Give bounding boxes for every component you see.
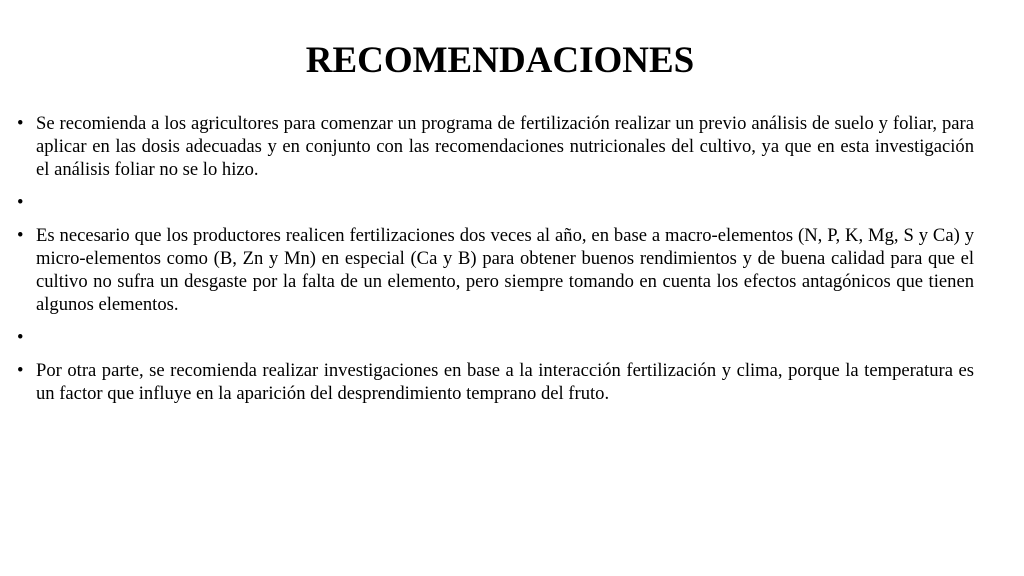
bullet-text: Es necesario que los productores realicen fertilizaciones dos veces al año, en base a macro-elementos (N, P, K, Mg, S y Ca) y micro-elementos como (B, Zn y Mn) en especial (Ca y B) para obtener buenos rendimientos y de buena calidad para que el cultivo no sufra un desgaste por la falta de un elemento, pero siempre tomando en cuenta los efectos antagónicos que tienen algunos elementos. <box>36 225 974 315</box>
slide-title: RECOMENDACIONES <box>305 40 695 81</box>
bullet-item <box>14 359 974 405</box>
bullet-item <box>14 112 974 181</box>
bullet-dot: • <box>17 113 24 134</box>
bullet-list <box>14 112 974 415</box>
bullet-item-empty <box>14 326 974 349</box>
bullet-item-empty <box>14 191 974 214</box>
bullet-text: Se recomienda a los agricultores para comenzar un programa de fertilización realizar un previo análisis de suelo y foliar, para aplicar en las dosis adecuadas y en conjunto con las recomendaciones nutricionales del cultivo, ya que en esta investigación el análisis foliar no se lo hizo. <box>36 113 974 180</box>
bullet-item <box>14 224 974 316</box>
bullet-dot: • <box>17 360 24 381</box>
bullet-text: Por otra parte, se recomienda realizar investigaciones en base a la interacción fertilización y clima, porque la temperatura es un factor que influye en la aparición del desprendimiento temprano del fruto. <box>36 360 974 404</box>
bullet-dot: • <box>17 225 24 246</box>
bullet-dot: • <box>17 327 24 348</box>
bullet-dot: • <box>17 192 24 213</box>
